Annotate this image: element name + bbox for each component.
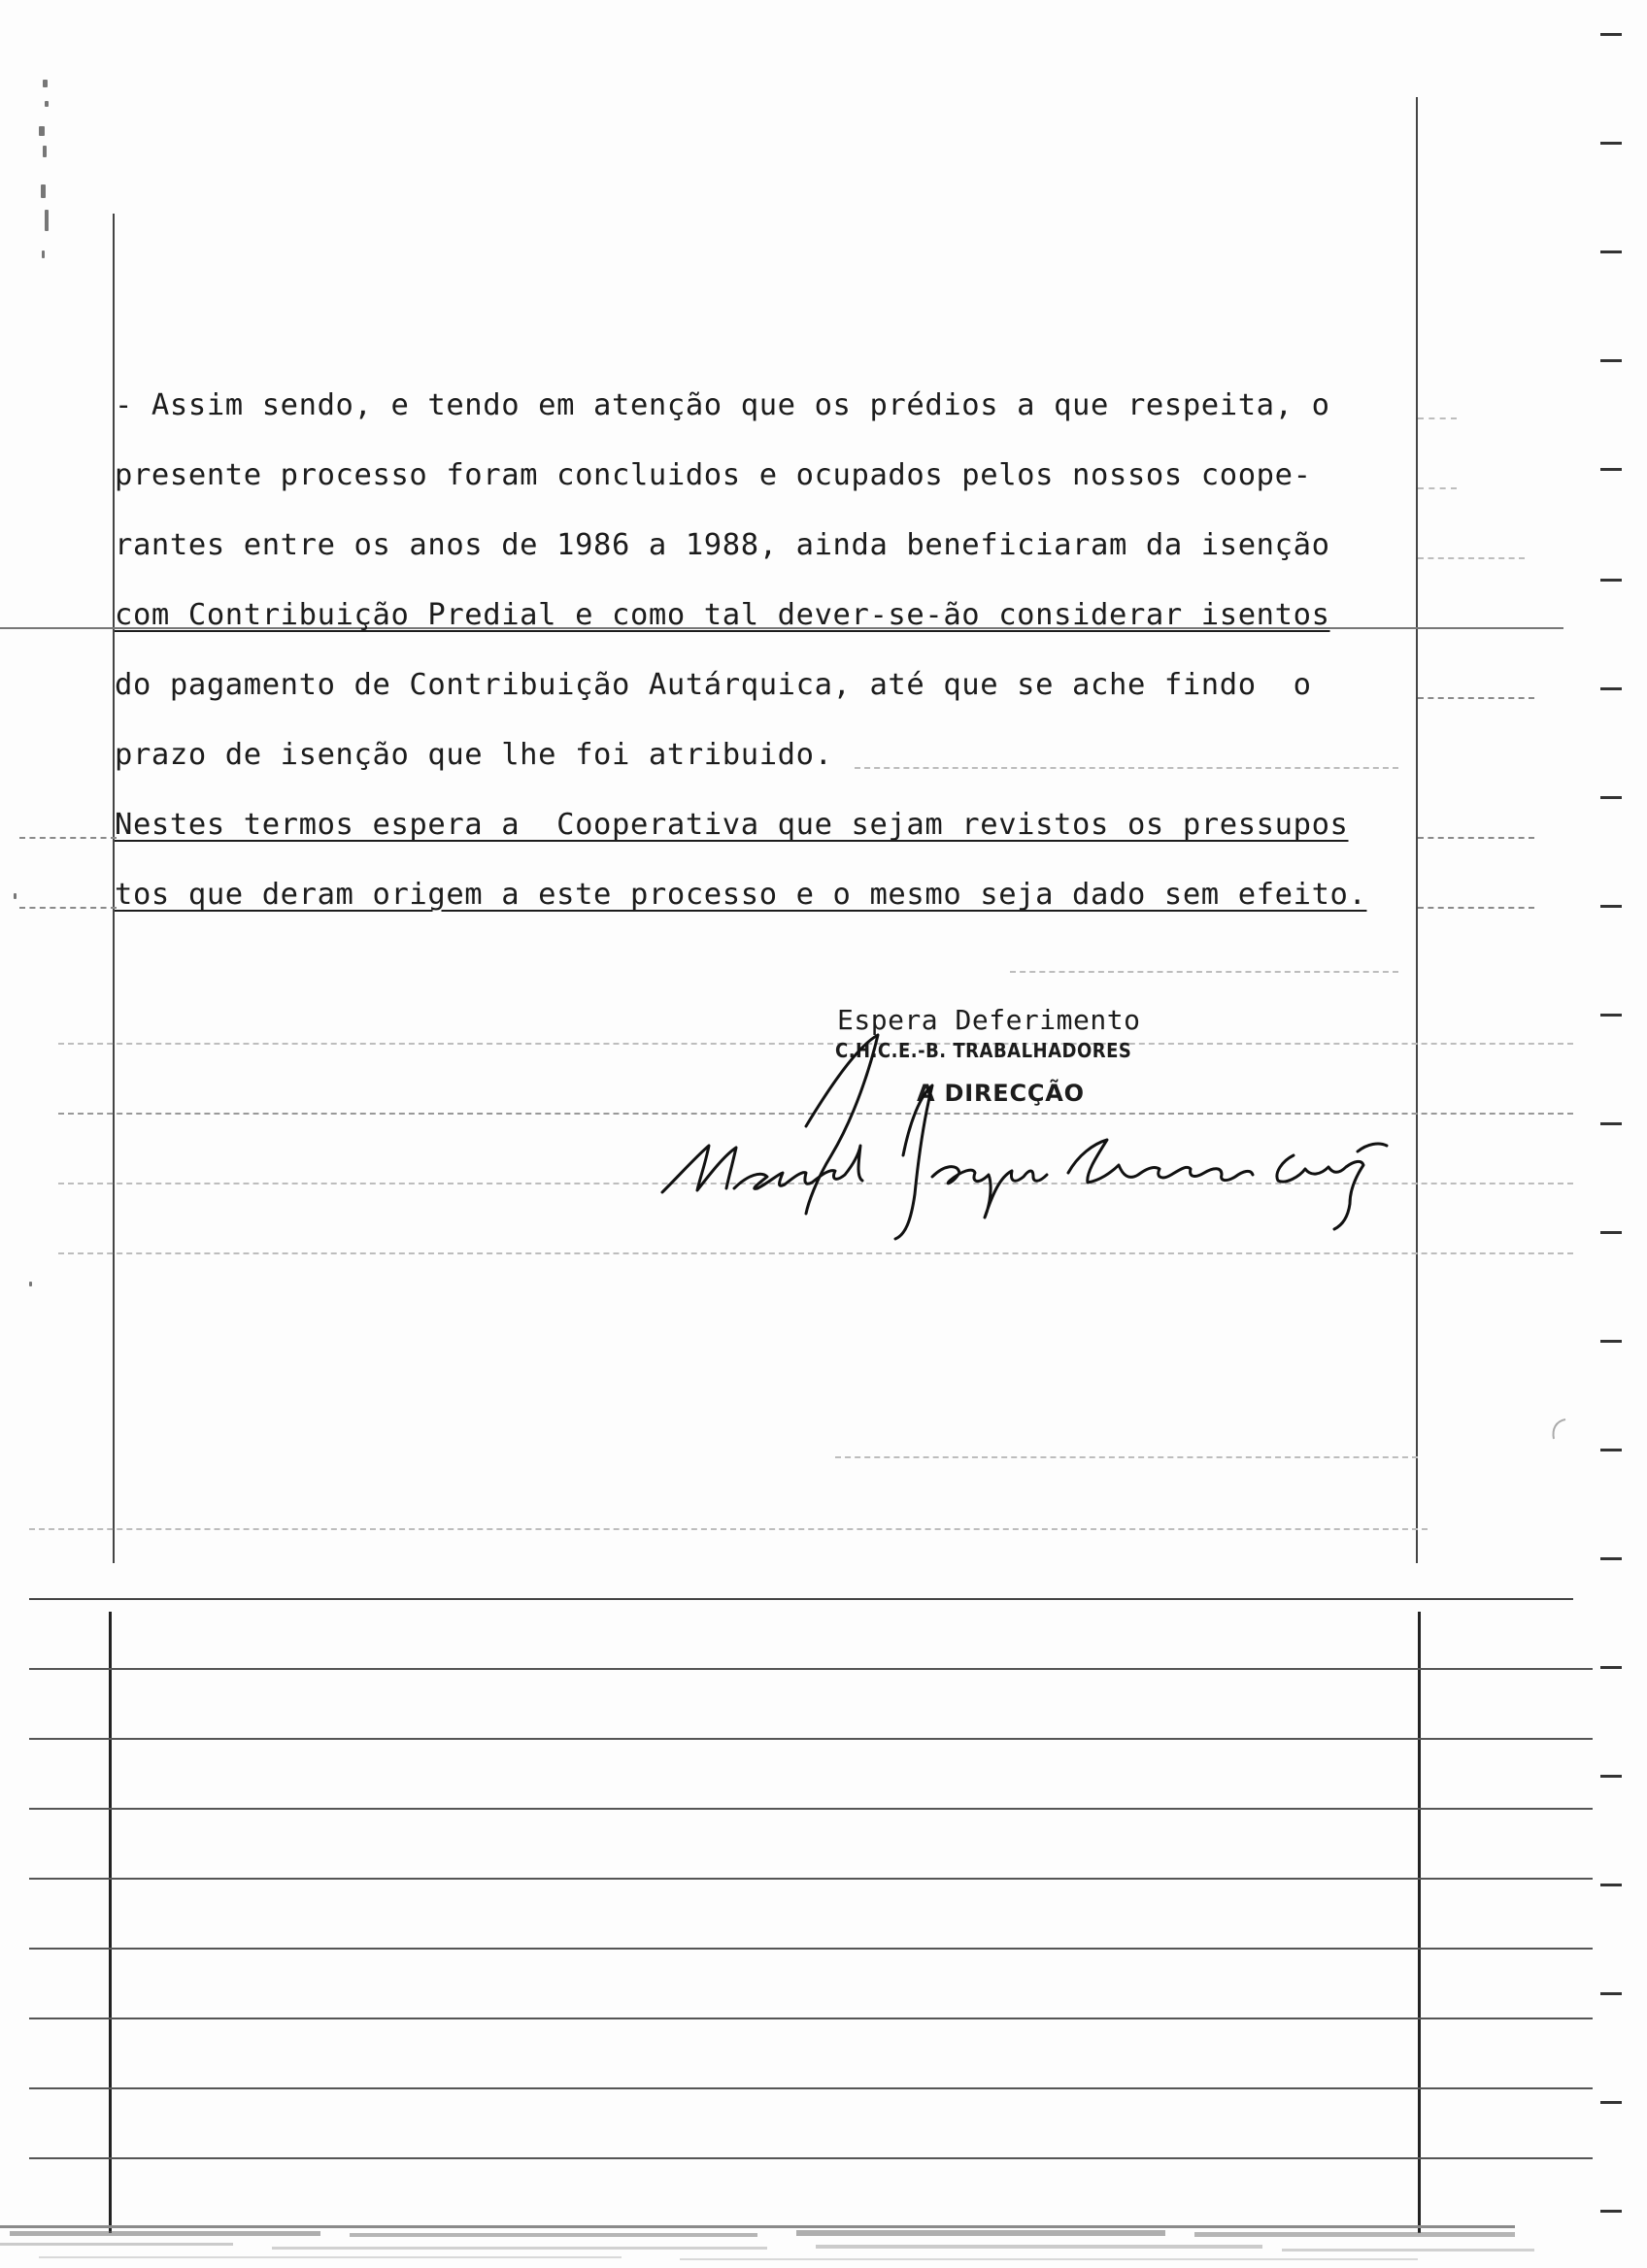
underlined-text: tos que deram origem a este processo e o mesmo seja dado sem efeito. bbox=[115, 878, 1367, 912]
edge-tick bbox=[1600, 2210, 1622, 2213]
ruled-line bbox=[1418, 557, 1525, 559]
scan-speck bbox=[45, 210, 49, 231]
ruled-line bbox=[29, 2018, 1593, 2019]
edge-tick bbox=[1600, 33, 1622, 36]
edge-tick bbox=[1600, 142, 1622, 145]
paragraph-line: do pagamento de Contribuição Autárquica, até que se ache findo o bbox=[115, 668, 1312, 702]
ruled-line bbox=[1010, 971, 1398, 973]
scan-speck bbox=[39, 126, 45, 136]
edge-tick bbox=[1600, 1666, 1622, 1669]
handwritten-signature bbox=[641, 1010, 1398, 1243]
ruled-line bbox=[1418, 837, 1534, 839]
ruled-line bbox=[1418, 697, 1534, 699]
underlined-text: Nestes termos espera a Cooperativa que sejam revistos os pressupos bbox=[115, 808, 1349, 842]
scan-smudge bbox=[1546, 1416, 1575, 1445]
ruled-line bbox=[835, 1456, 1418, 1458]
edge-tick bbox=[1600, 796, 1622, 799]
scan-noise-band bbox=[0, 2221, 1647, 2268]
ruled-line bbox=[1418, 907, 1534, 909]
edge-tick bbox=[1600, 1557, 1622, 1560]
edge-tick bbox=[1600, 687, 1622, 690]
ruled-line bbox=[29, 1878, 1593, 1880]
scan-speck bbox=[41, 184, 46, 198]
paragraph-line: prazo de isenção que lhe foi atribuido. bbox=[115, 738, 833, 772]
paragraph-line: - Assim sendo, e tendo em atenção que os prédios a que respeita, o bbox=[115, 388, 1330, 422]
edge-tick bbox=[1600, 468, 1622, 471]
edge-tick bbox=[1600, 1449, 1622, 1451]
ruled-line bbox=[1418, 417, 1457, 419]
direction-stamp: A DIRECÇÃO bbox=[917, 1080, 1085, 1107]
scan-speck bbox=[29, 1282, 32, 1286]
ruled-line bbox=[19, 837, 117, 839]
scan-speck bbox=[45, 101, 49, 107]
ruled-line bbox=[29, 1598, 1573, 1600]
ruled-line bbox=[19, 907, 117, 909]
edge-tick bbox=[1600, 1992, 1622, 1995]
ruled-line bbox=[29, 1528, 1428, 1530]
ruled-line bbox=[1418, 487, 1457, 489]
paragraph-line: presente processo foram concluidos e ocupados pelos nossos coope- bbox=[115, 458, 1312, 492]
edge-tick bbox=[1600, 1014, 1622, 1017]
edge-tick bbox=[1600, 1122, 1622, 1125]
edge-tick bbox=[1600, 250, 1622, 253]
ruled-line bbox=[29, 1668, 1593, 1670]
underlined-text: com Contribuição Predial e como tal dever-se-ão considerar isentos bbox=[115, 598, 1330, 632]
paragraph-line bbox=[115, 806, 1349, 845]
edge-tick bbox=[1600, 1775, 1622, 1778]
edge-tick bbox=[1600, 1231, 1622, 1234]
scan-speck bbox=[14, 893, 17, 899]
ruled-line bbox=[855, 767, 1398, 769]
closing-text: Espera Deferimento bbox=[837, 1004, 1141, 1036]
edge-tick bbox=[1600, 1884, 1622, 1886]
ruled-line bbox=[29, 1738, 1593, 1740]
ruled-line bbox=[29, 2087, 1593, 2089]
ruled-line bbox=[29, 2157, 1593, 2159]
scan-speck bbox=[43, 146, 47, 157]
edge-tick bbox=[1600, 359, 1622, 362]
scan-speck bbox=[43, 80, 48, 87]
right-margin-rule-upper bbox=[1416, 97, 1418, 1563]
left-margin-rule-lower bbox=[109, 1612, 112, 2233]
edge-tick bbox=[1600, 905, 1622, 908]
ruled-line bbox=[29, 1808, 1593, 1810]
paragraph-line bbox=[115, 596, 1330, 635]
edge-tick bbox=[1600, 579, 1622, 582]
scan-speck bbox=[42, 250, 45, 258]
edge-tick bbox=[1600, 1340, 1622, 1343]
ruled-line bbox=[58, 1252, 1573, 1254]
ruled-line bbox=[29, 1948, 1593, 1950]
organization-stamp: C.H.C.E.-B. TRABALHADORES bbox=[835, 1039, 1132, 1062]
right-margin-rule-lower bbox=[1418, 1612, 1421, 2233]
paragraph-line bbox=[115, 876, 1366, 915]
edge-tick bbox=[1600, 2101, 1622, 2104]
paragraph-line: rantes entre os anos de 1986 a 1988, ainda beneficiaram da isenção bbox=[115, 528, 1330, 562]
